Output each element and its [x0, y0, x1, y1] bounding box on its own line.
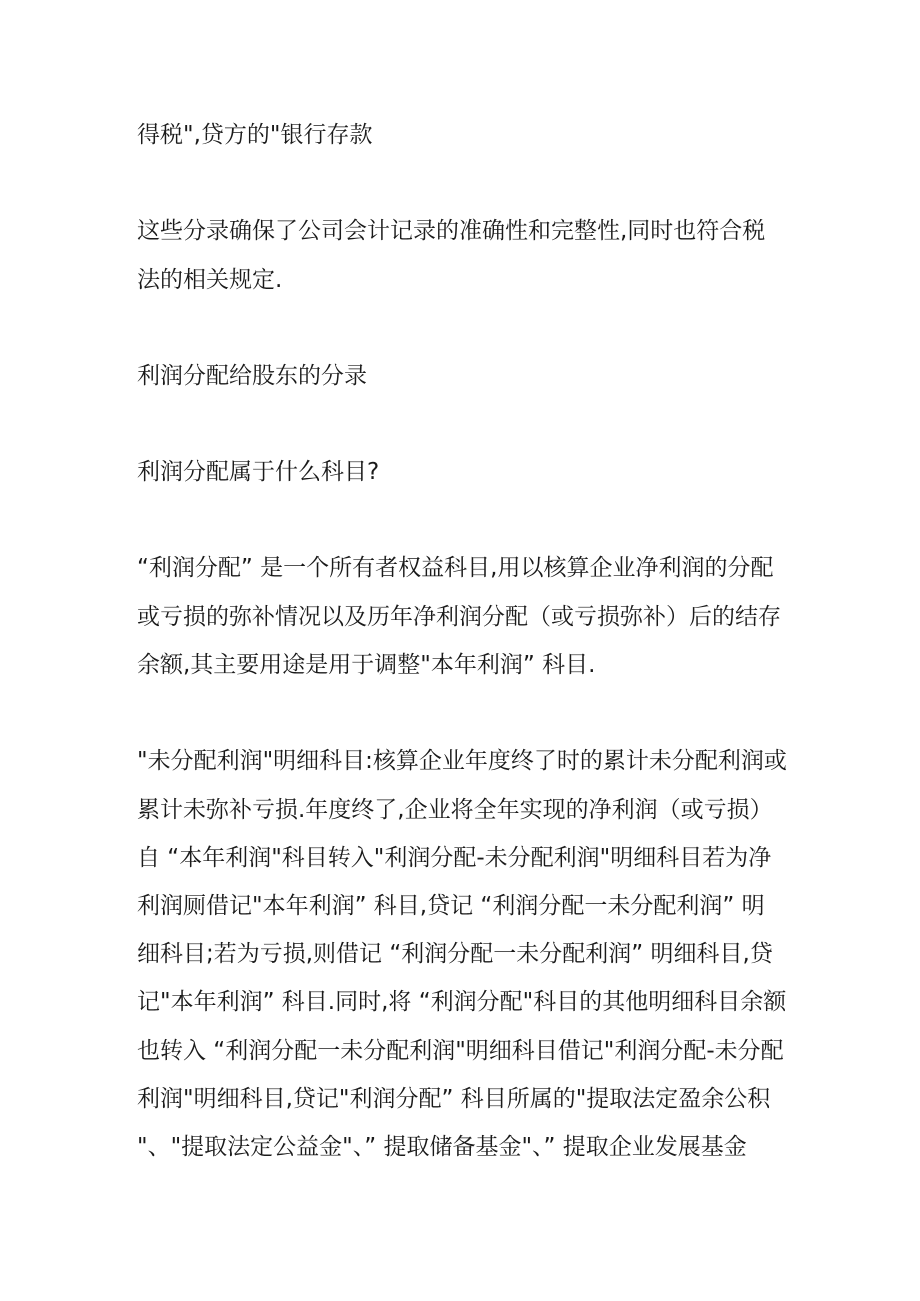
text-line: 利润厕借记"本年利润” 科目,贷记 “利润分配一未分配利润” 明: [137, 893, 765, 919]
text-line: 记"本年利润” 科目.同时,将 “利润分配"科目的其他明细科目余额: [137, 989, 787, 1015]
text-line: 累计未弥补亏损.年度终了,企业将全年实现的净利润（或亏损）: [137, 797, 773, 823]
text-line: 利润"明细科目,贷记"利润分配” 科目所属的"提取法定盈余公积: [137, 1086, 771, 1112]
text-line: "、"提取法定公益金"、” 提取储备基金"、” 提取企业发展基金: [137, 1134, 747, 1160]
text-line: 余额,其主要用途是用于调整"本年利润” 科目.: [137, 652, 596, 678]
text-line: 细科目;若为亏损,则借记 “利润分配一未分配利润” 明细科目,贷: [137, 941, 773, 967]
text-line: 也转入 “利润分配一未分配利润"明细科目借记"利润分配-未分配: [137, 1038, 784, 1064]
text-line: 得税",贷方的"银行存款: [137, 122, 373, 148]
section-heading: 利润分配属于什么科目?: [137, 459, 380, 485]
section-heading: 利润分配给股东的分录: [137, 363, 367, 389]
text-line: 这些分录确保了公司会计记录的准确性和完整性,同时也符合税: [137, 218, 766, 244]
text-line: 自 “本年利润"科目转入"利润分配-未分配利润"明细科目若为净: [137, 845, 772, 871]
text-line: "未分配利润"明细科目:核算企业年度终了时的累计未分配利润或: [137, 748, 787, 774]
text-line: “利润分配” 是一个所有者权益科目,用以核算企业净利润的分配: [137, 555, 774, 581]
text-line: 或亏损的弥补情况以及历年净利润分配（或亏损弥补）后的结存: [137, 604, 781, 630]
text-line: 法的相关规定.: [137, 267, 283, 293]
